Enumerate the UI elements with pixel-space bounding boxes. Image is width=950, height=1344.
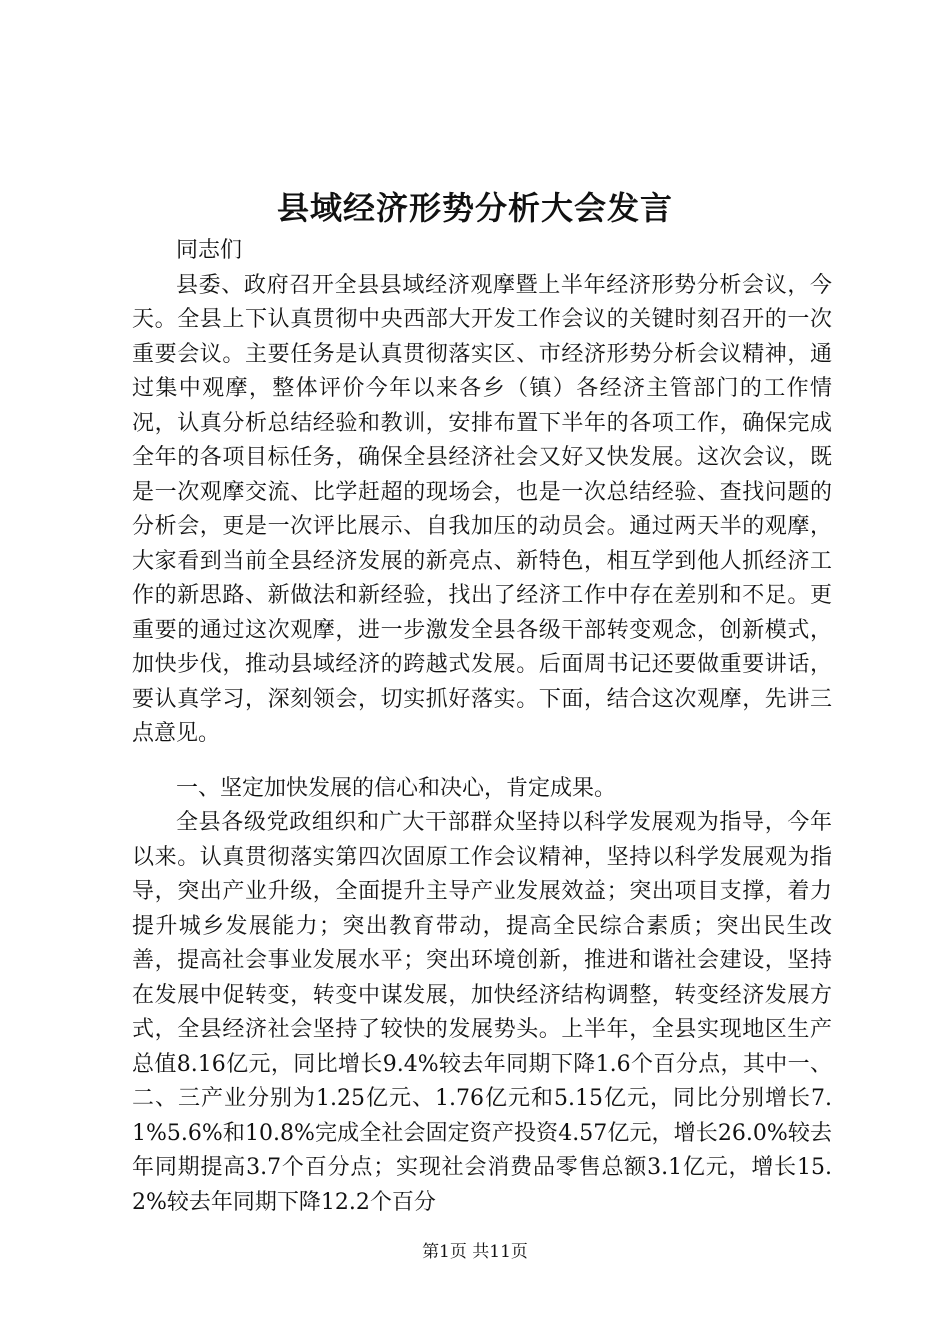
- section-paragraph: 全县各级党政组织和广大干部群众坚持以科学发展观为指导，今年以来。认真贯彻落实第四次固原工作会议精神，坚持以科学发展观为指导，突出产业升级，全面提升主导产业发展效益；突出项目支撑，着力提升城乡发展能力；突出教育带动，提高全民综合素质；突出民生改善，提高社会事业发展水平；突出环境创新，推进和谐社会建设，坚持在发展中促转变，转变中谋发展，加快经济结构调整，转变经济发展方式，全县经济社会坚持了较快的发展势头。上半年，全县实现地区生产总值8.16亿元，同比增长9.4%较去年同期下降1.6个百分点，其中一、二、三产业分别为1.25亿元、1.76亿元和5.15亿元，同比分别增长7.1%5.6%和10.8%完成全社会固定资产投资4.57亿元，增长26.0%较去年同期提高3.7个百分点；实现社会消费品零售总额3.1亿元，增长15.2%较去年同期下降12.2个百分: [132, 810, 832, 1215]
- intro-paragraph: 县委、政府召开全县县域经济观摩暨上半年经济形势分析会议，今天。全县上下认真贯彻中央西部大开发工作会议的关键时刻召开的一次重要会议。主要任务是认真贯彻落实区、市经济形势分析会议精神，通过集中观摩，整体评价今年以来各乡（镇）各经济主管部门的工作情况，认真分析总结经验和教训，安排布置下半年的各项工作，确保完成全年的各项目标任务，确保全县经济社会又好又快发展。这次会议，既是一次观摩交流、比学赶超的现场会，也是一次总结经验、查找问题的分析会，更是一次评比展示、自我加压的动员会。通过两天半的观摩，大家看到当前全县经济发展的新亮点、新特色，相互学到他人抓经济工作的新思路、新做法和新经验，找出了经济工作中存在差别和不足。更重要的通过这次观摩，进一步激发全县各级干部转变观念，创新模式，加快步伐，推动县域经济的跨越式发展。后面周书记还要做重要讲话，要认真学习，深刻领会，切实抓好落实。下面，结合这次观摩，先讲三点意见。: [132, 272, 832, 746]
- salutation: 同志们: [176, 238, 243, 263]
- document-title: 县域经济形势分析大会发言: [276, 189, 673, 227]
- section-heading: 一、坚定加快发展的信心和决心，肯定成果。: [176, 775, 617, 801]
- document-body: [132, 234, 832, 1220]
- page-footer: 第1页 共11页: [422, 1242, 528, 1262]
- paragraph-spacer: [132, 752, 832, 772]
